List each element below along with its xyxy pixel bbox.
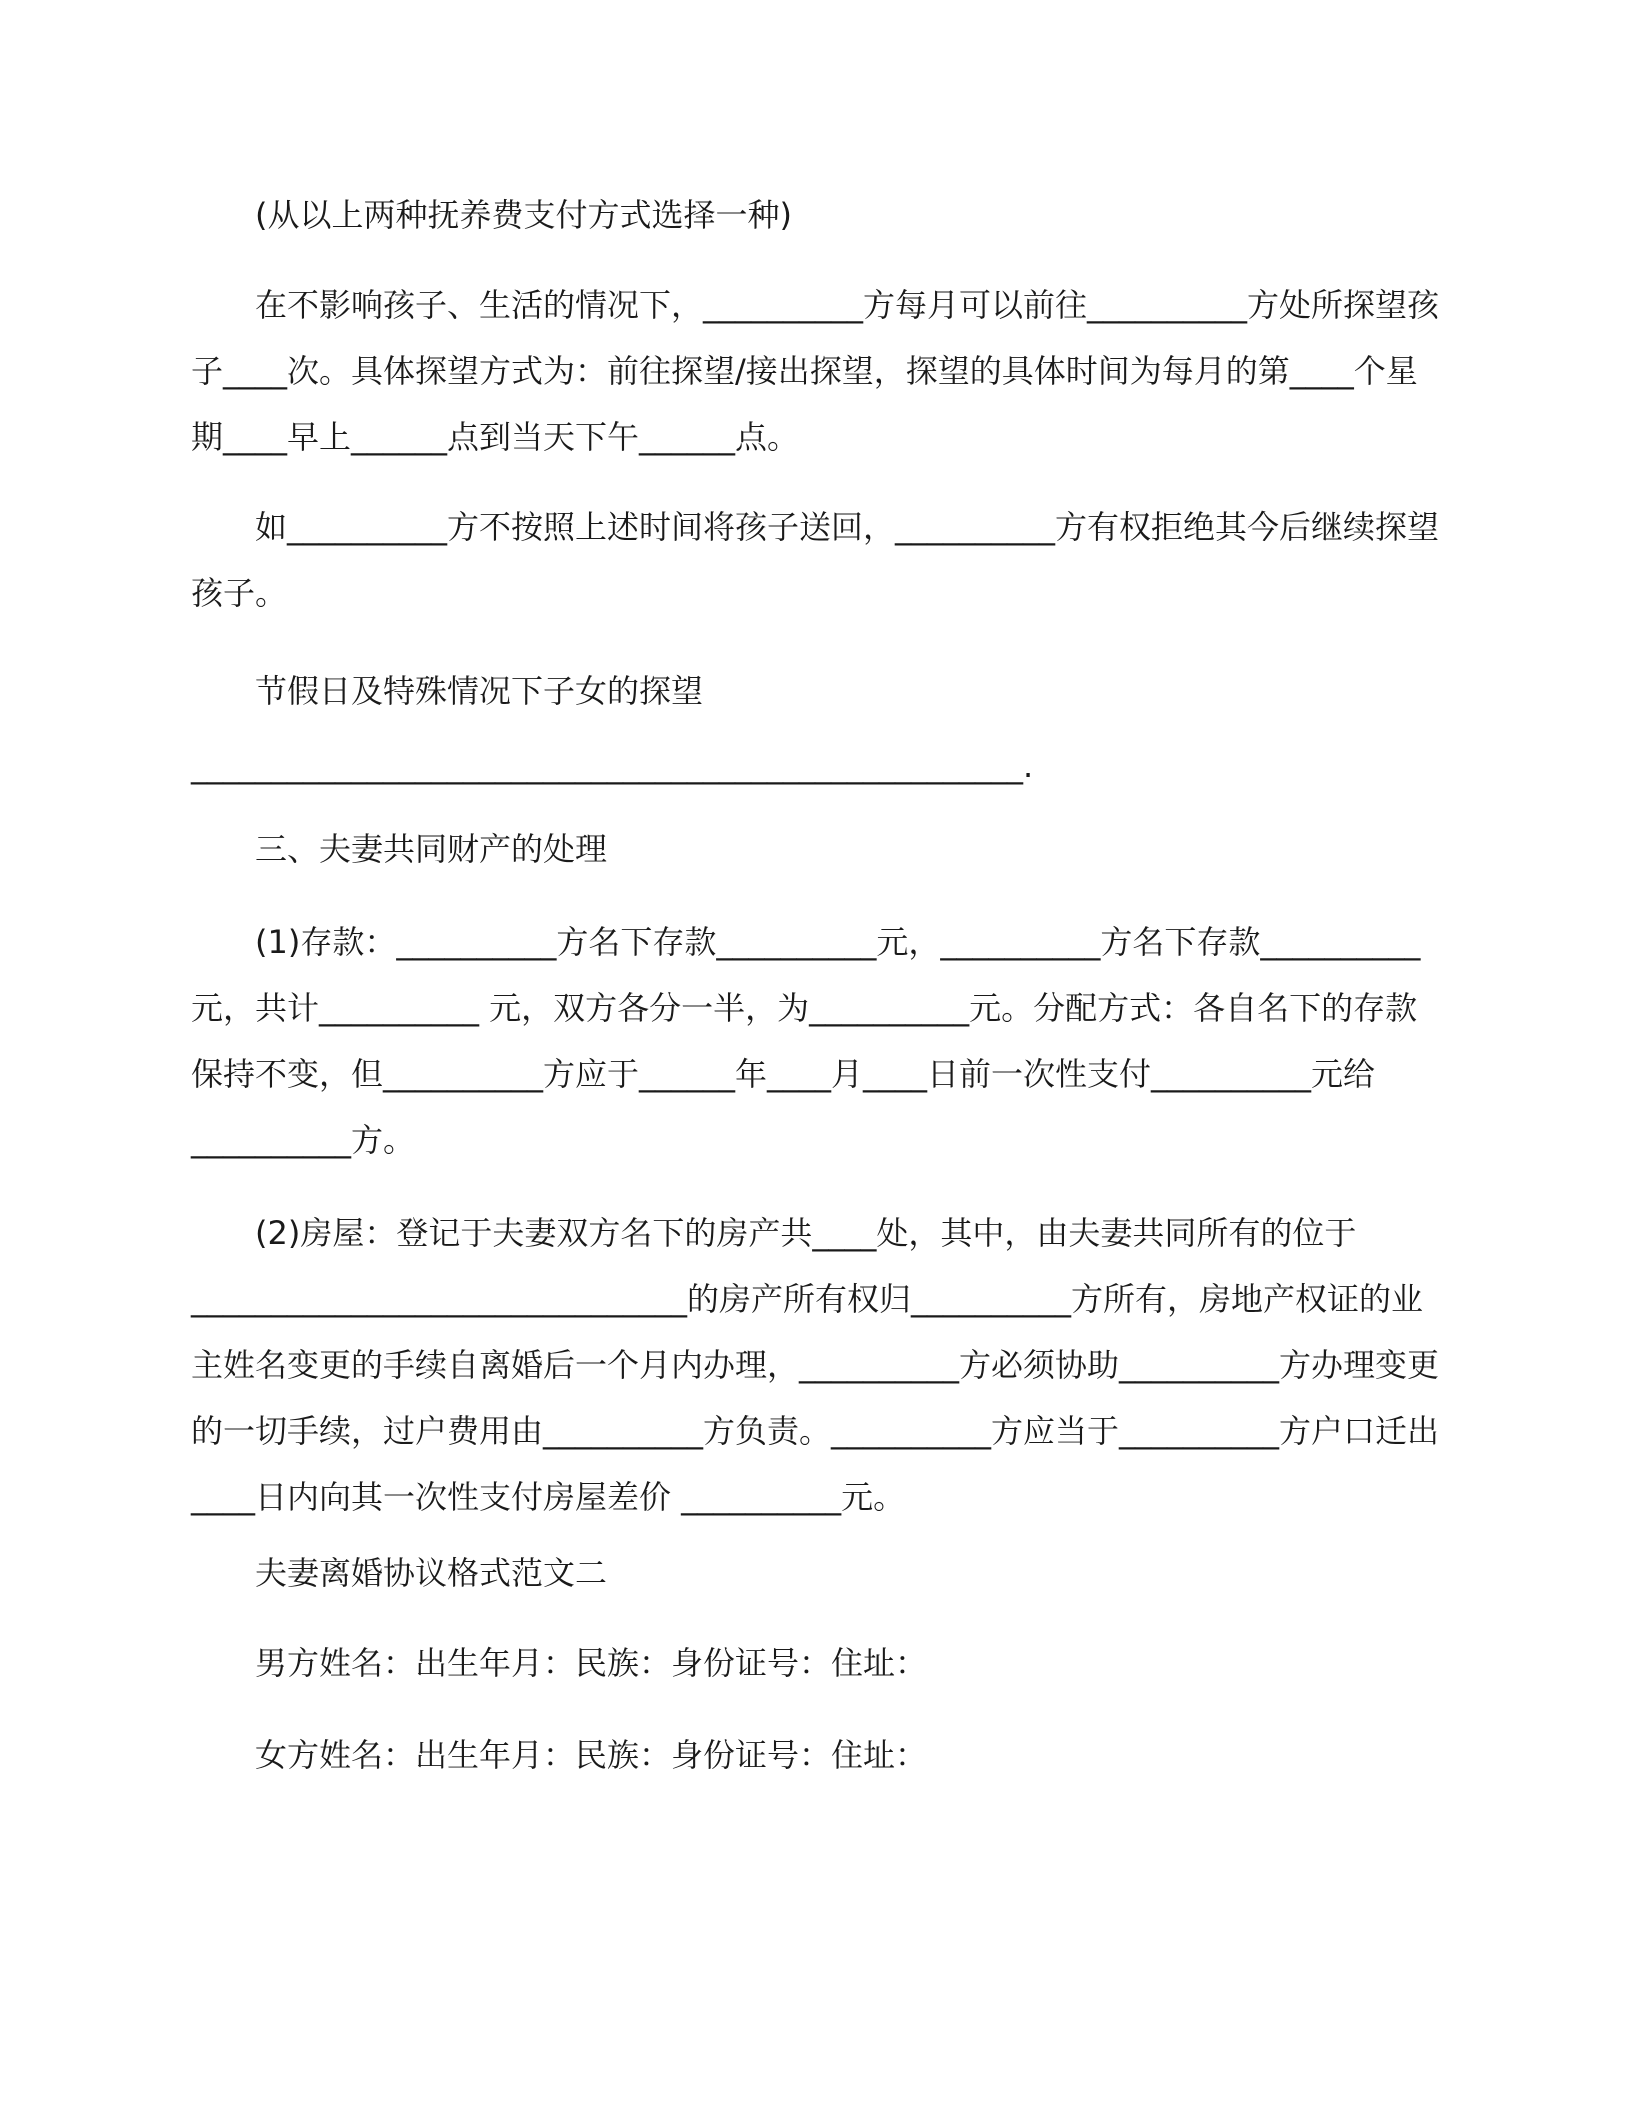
paragraph-blank-line: ____________________________________________________. [191, 747, 1034, 785]
paragraph-holiday-visitation: 节假日及特殊情况下子女的探望 [255, 672, 704, 710]
section-heading-joint-property: 三、夫妻共同财产的处理 [255, 830, 608, 868]
paragraph-male-info: 男方姓名：出生年月：民族：身份证号：住址： [255, 1644, 928, 1682]
paragraph-visitation-schedule: 在不影响孩子、生活的情况下，__________方每月可以前往__________方处所探望孩子____次。具体探望方式为：前往探望/接出探望，探望的具体时间为每月的第____个星期____早上______点到当天下午______点。 [191, 286, 1440, 456]
paragraph-visitation-refusal: 如__________方不按照上述时间将孩子送回，__________方有权拒绝其今后继续探望孩子。 [191, 508, 1440, 612]
paragraph-payment-choice: (从以上两种抚养费支付方式选择一种) [255, 196, 792, 234]
heading-sample-two: 夫妻离婚协议格式范文二 [255, 1554, 608, 1592]
paragraph-housing: (2)房屋：登记于夫妻双方名下的房产共____处，其中，由夫妻共同所有的位于_______________________________的房产所有权归__________方所有，房地产权证的业主姓名变更的手续自离婚后一个月内办理，__________方必须协助__________方办理变更的一切手续，过户费用由__________方负责。__________方应当于__________方户口迁出____日内向其一次性支付房屋差价 __________元。 [191, 1214, 1440, 1516]
paragraph-savings: (1)存款：__________方名下存款__________元，__________方名下存款__________元，共计__________ 元，双方各分一半，为__________元。分配方式：各自名下的存款保持不变，但__________方应于______年____月____日前一次性支付__________元给__________方。 [191, 923, 1421, 1159]
paragraph-female-info: 女方姓名：出生年月：民族：身份证号：住址： [255, 1736, 928, 1774]
